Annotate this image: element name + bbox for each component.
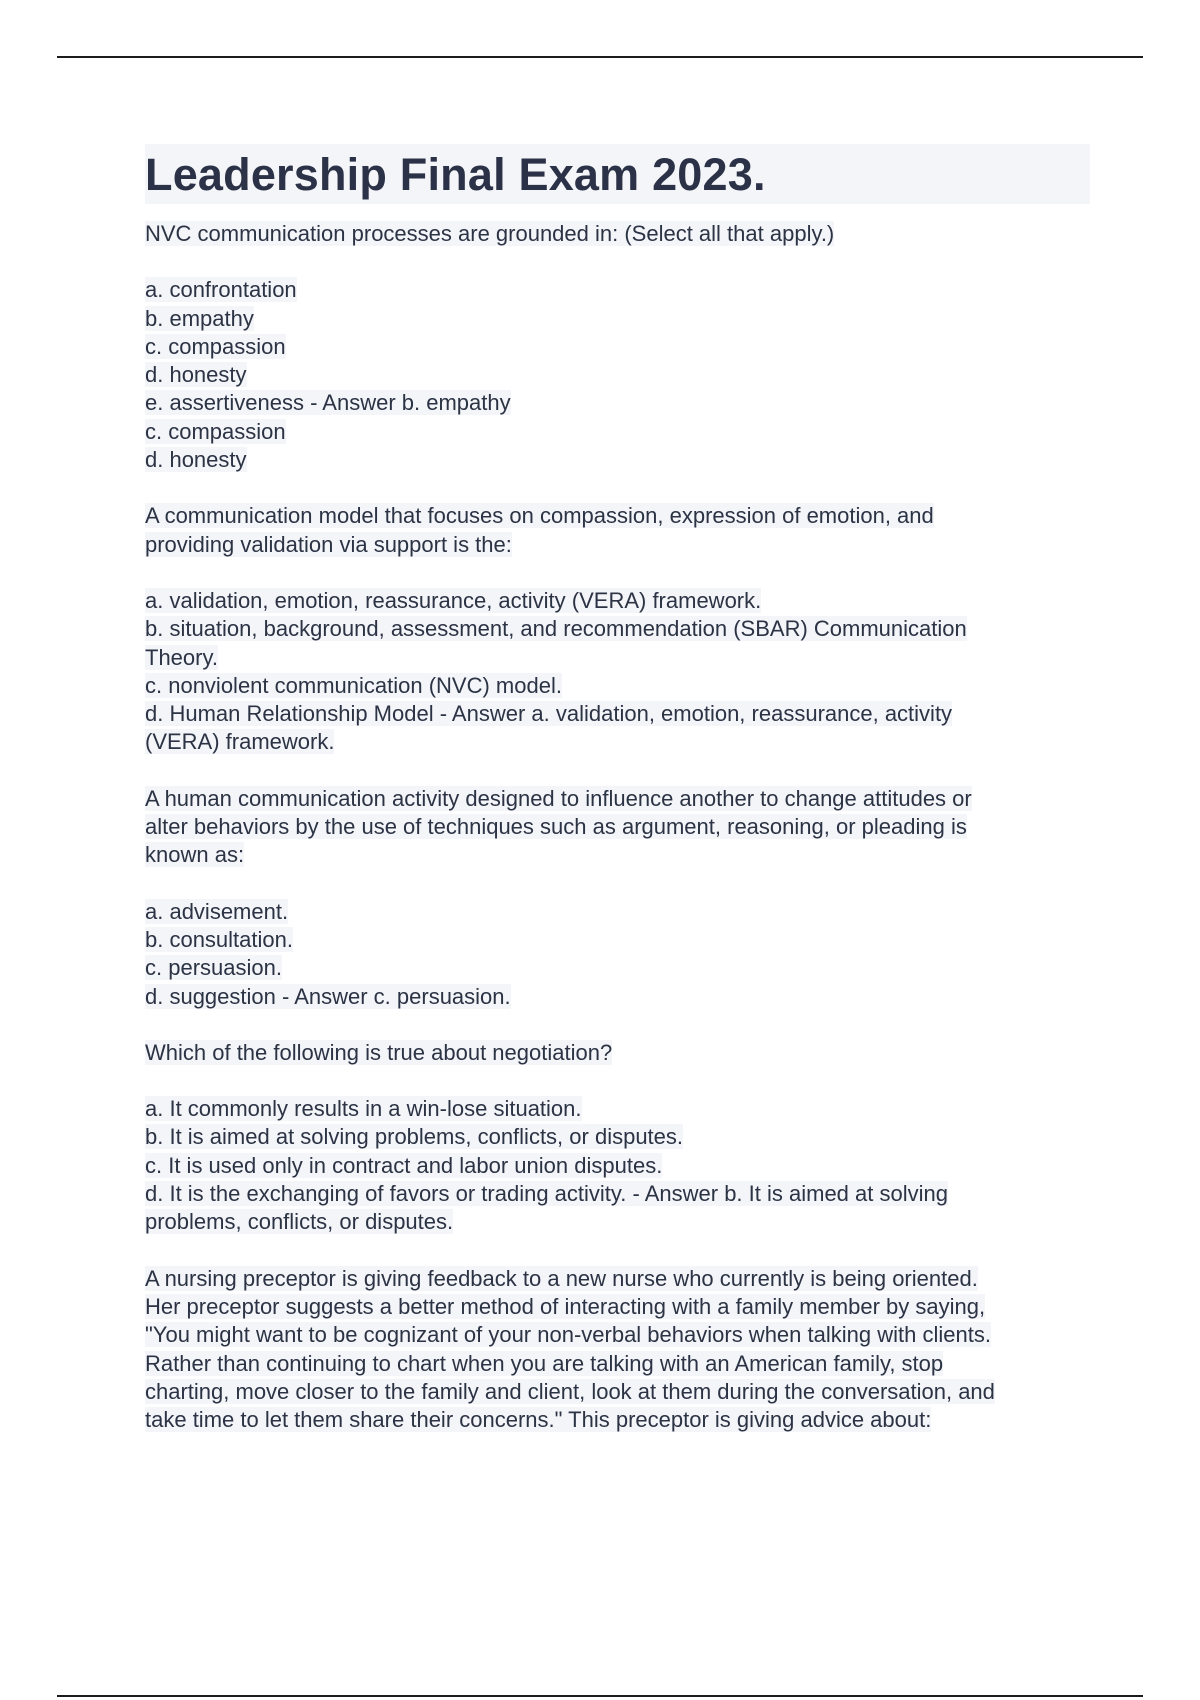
line-text: a. confrontation xyxy=(145,277,297,303)
footer-rule xyxy=(57,1695,1143,1697)
line-text: providing validation via support is the: xyxy=(145,531,512,557)
option-line xyxy=(145,389,1090,417)
line-text: d. honesty xyxy=(145,362,247,388)
option-line xyxy=(145,728,1090,756)
answer-options xyxy=(145,276,1090,474)
line-text: c. nonviolent communication (NVC) model. xyxy=(145,672,562,698)
option-line xyxy=(145,361,1090,389)
line-text: c. It is used only in contract and labor union disputes. xyxy=(145,1152,663,1178)
line-text: a. It commonly results in a win-lose situation. xyxy=(145,1096,582,1122)
option-line xyxy=(145,898,1090,926)
question-line xyxy=(145,785,1090,813)
line-text: d. suggestion - Answer c. persuasion. xyxy=(145,983,511,1009)
line-text: (VERA) framework. xyxy=(145,729,335,755)
question-line xyxy=(145,1293,1090,1321)
question-line xyxy=(145,502,1090,530)
line-text: d. honesty xyxy=(145,447,247,473)
option-line xyxy=(145,446,1090,474)
line-text: d. It is the exchanging of favors or trading activity. - Answer b. It is aimed at solving xyxy=(145,1181,948,1207)
option-line xyxy=(145,926,1090,954)
line-text: c. persuasion. xyxy=(145,955,282,981)
option-line xyxy=(145,1180,1090,1208)
question-line xyxy=(145,1265,1090,1293)
question-text xyxy=(145,785,1090,870)
line-text: a. validation, emotion, reassurance, activity (VERA) framework. xyxy=(145,587,762,613)
line-text: e. assertiveness - Answer b. empathy xyxy=(145,390,511,416)
question-line xyxy=(145,220,1090,248)
line-text: d. Human Relationship Model - Answer a. validation, emotion, reassurance, activity xyxy=(145,701,953,727)
line-text: Her preceptor suggests a better method of interacting with a family member by saying, xyxy=(145,1293,986,1319)
option-line xyxy=(145,305,1090,333)
option-line xyxy=(145,954,1090,982)
option-line xyxy=(145,983,1090,1011)
line-text: charting, move closer to the family and client, look at them during the conversation, and xyxy=(145,1378,995,1404)
option-line xyxy=(145,644,1090,672)
question-text xyxy=(145,1265,1090,1435)
line-text: A nursing preceptor is giving feedback to a new nurse who currently is being oriented. xyxy=(145,1265,978,1291)
answer-options xyxy=(145,1095,1090,1236)
line-text: b. consultation. xyxy=(145,926,293,952)
line-text: A communication model that focuses on compassion, expression of emotion, and xyxy=(145,503,934,529)
question-line xyxy=(145,1406,1090,1434)
line-text: Theory. xyxy=(145,644,218,670)
option-line xyxy=(145,418,1090,446)
option-line xyxy=(145,587,1090,615)
line-text: alter behaviors by the use of techniques such as argument, reasoning, or pleading is xyxy=(145,814,967,840)
line-text: Rather than continuing to chart when you are talking with an American family, stop xyxy=(145,1350,944,1376)
title-band xyxy=(145,144,1090,204)
option-line xyxy=(145,700,1090,728)
header-rule xyxy=(57,56,1143,58)
question-line xyxy=(145,1321,1090,1349)
line-text: take time to let them share their concerns." This preceptor is giving advice about: xyxy=(145,1407,932,1433)
line-text: b. situation, background, assessment, and recommendation (SBAR) Communication xyxy=(145,616,967,642)
answer-options xyxy=(145,587,1090,757)
line-text: known as: xyxy=(145,842,245,868)
line-text: NVC communication processes are grounded in: (Select all that apply.) xyxy=(145,221,835,246)
line-text: c. compassion xyxy=(145,333,286,359)
question-line xyxy=(145,1039,1090,1067)
line-text: Which of the following is true about negotiation? xyxy=(145,1039,613,1065)
line-text: b. It is aimed at solving problems, conflicts, or disputes. xyxy=(145,1124,684,1150)
question-line xyxy=(145,1350,1090,1378)
option-line xyxy=(145,276,1090,304)
question-list xyxy=(145,220,1090,1434)
page-title: Leadership Final Exam 2023. xyxy=(145,149,766,200)
line-text: A human communication activity designed to influence another to change attitudes or xyxy=(145,785,972,811)
option-line xyxy=(145,1152,1090,1180)
option-line xyxy=(145,672,1090,700)
question-line xyxy=(145,841,1090,869)
answer-options xyxy=(145,898,1090,1011)
option-line xyxy=(145,615,1090,643)
question-text xyxy=(145,502,1090,559)
page-content xyxy=(145,144,1090,1462)
question-line xyxy=(145,531,1090,559)
question-text xyxy=(145,220,1090,248)
line-text: b. empathy xyxy=(145,305,254,331)
question-line xyxy=(145,1378,1090,1406)
option-line xyxy=(145,1123,1090,1151)
option-line xyxy=(145,333,1090,361)
line-text: "You might want to be cognizant of your non-verbal behaviors when talking with clients. xyxy=(145,1322,991,1348)
line-text: problems, conflicts, or disputes. xyxy=(145,1209,454,1235)
question-text xyxy=(145,1039,1090,1067)
option-line xyxy=(145,1095,1090,1123)
line-text: c. compassion xyxy=(145,418,286,444)
question-line xyxy=(145,813,1090,841)
option-line xyxy=(145,1208,1090,1236)
line-text: a. advisement. xyxy=(145,898,289,924)
